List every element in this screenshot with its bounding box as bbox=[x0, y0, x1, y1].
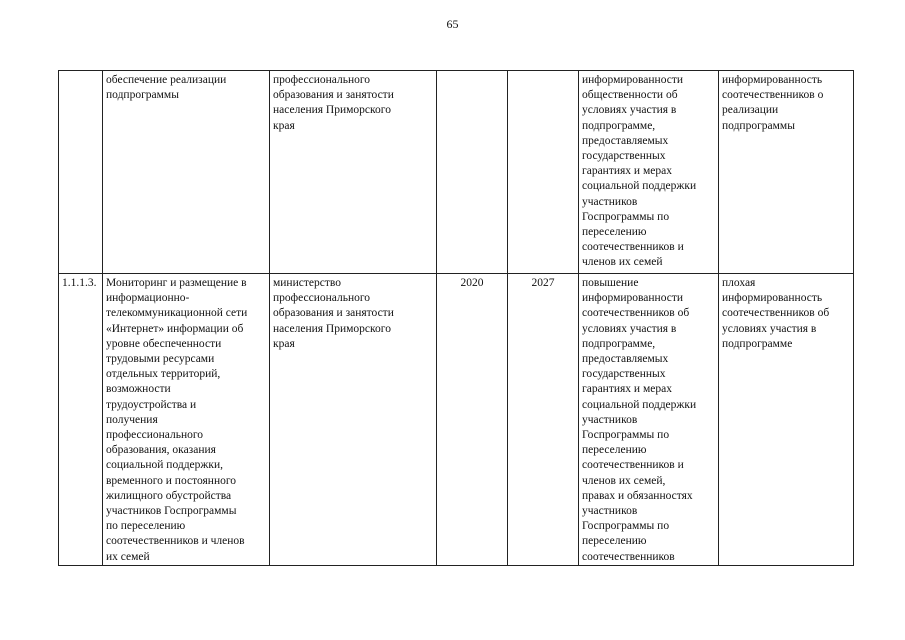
cell-text-line: соотечественников bbox=[582, 550, 675, 563]
cell-number bbox=[59, 71, 103, 274]
cell-text-line: участников bbox=[582, 413, 638, 426]
table-row bbox=[59, 274, 854, 566]
cell-text-line: обеспечение реализации bbox=[106, 74, 227, 86]
cell-text-line: правах и обязанностях bbox=[582, 489, 693, 502]
cell-expected-result bbox=[579, 274, 719, 566]
cell-text-line: участников bbox=[582, 195, 638, 208]
cell-executor bbox=[270, 274, 437, 566]
cell-text-line: условиях участия в bbox=[722, 322, 817, 335]
cell-text-line: соотечественников и bbox=[582, 459, 684, 472]
cell-text-line: телекоммуникационной сети bbox=[106, 307, 248, 320]
cell-text-line: информированности bbox=[582, 74, 684, 86]
cell-text-line: Госпрограммы по bbox=[582, 520, 670, 533]
cell-text-line: условиях участия в bbox=[582, 104, 677, 117]
cell-text-line: их семей bbox=[106, 550, 150, 563]
cell-text-line: соотечественников о bbox=[722, 89, 824, 102]
cell-text-line: края bbox=[273, 337, 295, 350]
cell-text-line: по переселению bbox=[106, 520, 186, 533]
cell-text-line: Мониторинг и размещение в bbox=[106, 277, 247, 289]
cell-text-line: плохая bbox=[722, 277, 756, 289]
cell-text-line: отдельных территорий, bbox=[106, 368, 221, 381]
table-row bbox=[59, 71, 854, 274]
cell-text-line: подпрограммы bbox=[722, 119, 795, 132]
cell-text-line: трудовыми ресурсами bbox=[106, 353, 215, 366]
cell-action bbox=[103, 274, 270, 566]
cell-text-line: подпрограмме, bbox=[582, 119, 656, 132]
cell-end-year: 2027 bbox=[508, 274, 579, 566]
cell-consequence bbox=[719, 71, 854, 274]
cell-text-line: соотечественников и членов bbox=[106, 535, 245, 548]
cell-text-line: информационно- bbox=[106, 292, 190, 305]
cell-text-line: министерство bbox=[273, 277, 341, 289]
cell-text-line: информированность bbox=[722, 74, 823, 86]
cell-text-line: Госпрограммы по bbox=[582, 210, 670, 223]
cell-text-line: соотечественников об bbox=[582, 307, 690, 320]
cell-number: 1.1.1.3. bbox=[59, 274, 103, 566]
cell-consequence bbox=[719, 274, 854, 566]
cell-text-line: соотечественников и bbox=[582, 241, 684, 254]
cell-text-line: уровне обеспеченности bbox=[106, 337, 222, 350]
cell-expected-result bbox=[579, 71, 719, 274]
cell-text-line: повышение bbox=[582, 277, 639, 289]
cell-text-line: информированности bbox=[582, 292, 684, 305]
cell-text-line: участников bbox=[582, 505, 638, 518]
cell-text-line: соотечественников об bbox=[722, 307, 830, 320]
cell-text-line: Госпрограммы по bbox=[582, 429, 670, 442]
cell-text-line: условиях участия в bbox=[582, 322, 677, 335]
cell-text-line: края bbox=[273, 119, 295, 132]
cell-text-line: подпрограмме bbox=[722, 337, 793, 350]
cell-text-line: гарантиях и мерах bbox=[582, 165, 672, 178]
cell-text-line: образования, оказания bbox=[106, 444, 216, 457]
cell-text-line: трудоустройства и bbox=[106, 398, 197, 411]
cell-text-line: государственных bbox=[582, 150, 666, 163]
cell-text-line: общественности об bbox=[582, 89, 678, 102]
cell-text-line: образования и занятости bbox=[273, 89, 394, 102]
cell-text-line: жилищного обустройства bbox=[106, 489, 232, 502]
cell-text-line: информированность bbox=[722, 292, 823, 305]
cell-text-line: переселению bbox=[582, 226, 647, 239]
cell-text-line: членов их семей bbox=[582, 256, 663, 269]
cell-text-line: профессионального bbox=[106, 429, 204, 442]
cell-text-line: гарантиях и мерах bbox=[582, 383, 672, 396]
cell-text-line: реализации bbox=[722, 104, 779, 117]
cell-text-line: временного и постоянного bbox=[106, 474, 237, 487]
cell-text-line: населения Приморского bbox=[273, 104, 391, 117]
cell-text-line: предоставляемых bbox=[582, 353, 669, 366]
cell-text-line: участников Госпрограммы bbox=[106, 505, 237, 518]
cell-end-year bbox=[508, 71, 579, 274]
cell-text-line: получения bbox=[106, 413, 158, 426]
cell-text-line: социальной поддержки bbox=[582, 180, 697, 193]
cell-text-line: подпрограмме, bbox=[582, 337, 656, 350]
cell-text-line: профессионального bbox=[273, 292, 371, 305]
cell-text-line: переселению bbox=[582, 535, 647, 548]
cell-start-year: 2020 bbox=[437, 274, 508, 566]
cell-text-line: подпрограммы bbox=[106, 89, 179, 102]
cell-text-line: социальной поддержки, bbox=[106, 459, 223, 472]
cell-start-year bbox=[437, 71, 508, 274]
cell-action bbox=[103, 71, 270, 274]
cell-text-line: переселению bbox=[582, 444, 647, 457]
cell-text-line: возможности bbox=[106, 383, 171, 396]
cell-text-line: профессионального bbox=[273, 74, 371, 86]
cell-text-line: членов их семей, bbox=[582, 474, 666, 487]
program-table bbox=[58, 70, 854, 566]
cell-text-line: населения Приморского bbox=[273, 322, 391, 335]
cell-text-line: государственных bbox=[582, 368, 666, 381]
cell-text-line: «Интернет» информации об bbox=[106, 322, 244, 335]
cell-text-line: предоставляемых bbox=[582, 134, 669, 147]
cell-executor bbox=[270, 71, 437, 274]
cell-text-line: социальной поддержки bbox=[582, 398, 697, 411]
page-number: 65 bbox=[446, 17, 459, 31]
cell-text-line: образования и занятости bbox=[273, 307, 394, 320]
